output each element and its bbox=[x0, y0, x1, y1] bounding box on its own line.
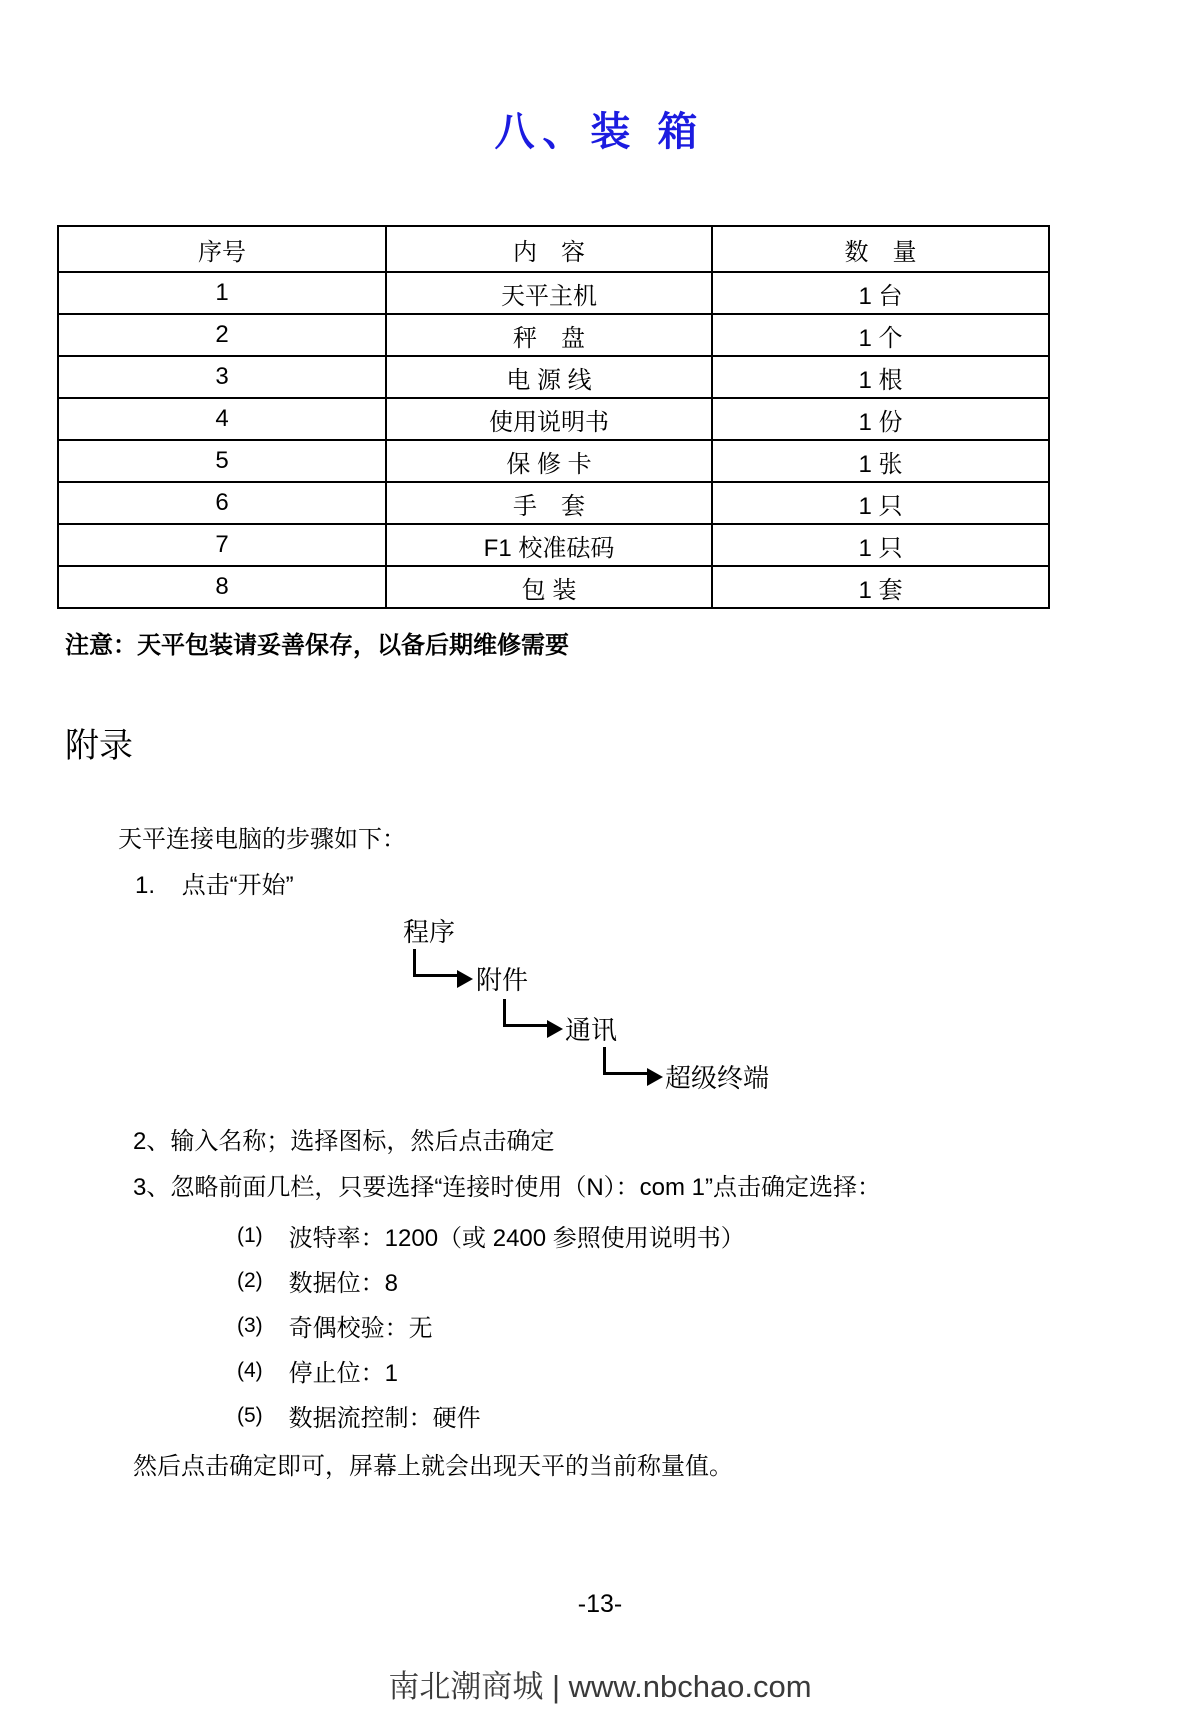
table-cell: 3 bbox=[58, 356, 386, 398]
site-footer: 南北潮商城 | www.nbchao.com bbox=[388, 1669, 812, 1704]
serial-setting-item bbox=[237, 1393, 1200, 1438]
table-cell: 5 bbox=[58, 440, 386, 482]
table-cell: 秤 盘 bbox=[386, 314, 712, 356]
connector-line bbox=[503, 999, 547, 1027]
table-cell: 1 张 bbox=[712, 440, 1049, 482]
table-cell: 6 bbox=[58, 482, 386, 524]
table-cell: 1 根 bbox=[712, 356, 1049, 398]
item-number: (4) bbox=[237, 1358, 263, 1382]
table-cell: 使用说明书 bbox=[386, 398, 712, 440]
table-cell: 包 装 bbox=[386, 566, 712, 608]
serial-setting-item bbox=[237, 1348, 1200, 1393]
table-body bbox=[58, 272, 1049, 608]
table-row bbox=[58, 440, 1049, 482]
table-row bbox=[58, 314, 1049, 356]
table-cell: 2 bbox=[58, 314, 386, 356]
item-text: 波特率：1200（或 2400 参照使用说明书） bbox=[288, 1225, 745, 1252]
table-cell: F1 校准砝码 bbox=[386, 524, 712, 566]
table-cell: 1 套 bbox=[712, 566, 1049, 608]
table-cell: 电 源 线 bbox=[386, 356, 712, 398]
table-row bbox=[58, 398, 1049, 440]
item-number: (2) bbox=[237, 1268, 263, 1292]
serial-setting-item bbox=[237, 1303, 1200, 1348]
connector-line bbox=[603, 1047, 647, 1075]
serial-settings-list bbox=[0, 1213, 1200, 1438]
table-cell: 1 台 bbox=[712, 272, 1049, 314]
arrow-right-icon bbox=[647, 1068, 663, 1086]
table-header-row bbox=[58, 226, 1049, 272]
table-row bbox=[58, 482, 1049, 524]
table-cell: 手 套 bbox=[386, 482, 712, 524]
serial-setting-item bbox=[237, 1213, 1200, 1258]
item-text: 奇偶校验：无 bbox=[288, 1315, 433, 1342]
arrow-right-icon bbox=[547, 1020, 563, 1038]
item-number: (5) bbox=[237, 1403, 263, 1427]
column-header-content: 内 容 bbox=[386, 226, 712, 272]
page-title: 八、装 箱 bbox=[494, 110, 706, 154]
appendix-step-3: 3、忽略前面几栏，只要选择“连接时使用（N）：com 1”点击确定选择： bbox=[133, 1174, 882, 1201]
table-cell: 天平主机 bbox=[386, 272, 712, 314]
table-cell: 4 bbox=[58, 398, 386, 440]
appendix-intro: 天平连接电脑的步骤如下： bbox=[118, 826, 406, 853]
table-cell: 1 只 bbox=[712, 482, 1049, 524]
appendix-step-1: 1. 点击“开始” bbox=[135, 872, 294, 899]
appendix-heading: 附录 bbox=[65, 727, 133, 765]
item-text: 数据位：8 bbox=[288, 1270, 399, 1297]
diagram-node-programs: 程序 bbox=[403, 917, 456, 947]
arrow-right-icon bbox=[457, 970, 473, 988]
appendix-step-2: 2、输入名称；选择图标，然后点击确定 bbox=[133, 1128, 555, 1155]
table-cell: 1 个 bbox=[712, 314, 1049, 356]
item-text: 数据流控制：硬件 bbox=[288, 1405, 481, 1432]
diagram-node-accessories: 附件 bbox=[476, 965, 529, 995]
item-number: (1) bbox=[237, 1223, 263, 1247]
table-cell: 7 bbox=[58, 524, 386, 566]
table-cell: 1 份 bbox=[712, 398, 1049, 440]
table-row bbox=[58, 356, 1049, 398]
start-menu-path-diagram bbox=[400, 915, 900, 1115]
table-cell: 保 修 卡 bbox=[386, 440, 712, 482]
page-number: -13- bbox=[577, 1590, 623, 1618]
diagram-node-communications: 通讯 bbox=[565, 1015, 618, 1045]
table-row bbox=[58, 272, 1049, 314]
column-header-quantity: 数 量 bbox=[712, 226, 1049, 272]
diagram-node-hyperterminal: 超级终端 bbox=[665, 1063, 770, 1093]
item-text: 停止位：1 bbox=[288, 1360, 399, 1387]
table-cell: 8 bbox=[58, 566, 386, 608]
packing-list-table bbox=[57, 225, 1050, 609]
connector-line bbox=[413, 949, 457, 977]
appendix-closing: 然后点击确定即可，屏幕上就会出现天平的当前称量值。 bbox=[133, 1453, 733, 1480]
packing-note: 注意：天平包装请妥善保存，以备后期维修需要 bbox=[65, 632, 569, 659]
table-cell: 1 bbox=[58, 272, 386, 314]
table-row bbox=[58, 566, 1049, 608]
item-number: (3) bbox=[237, 1313, 263, 1337]
serial-setting-item bbox=[237, 1258, 1200, 1303]
table-cell: 1 只 bbox=[712, 524, 1049, 566]
column-header-index: 序号 bbox=[58, 226, 386, 272]
table-row bbox=[58, 524, 1049, 566]
